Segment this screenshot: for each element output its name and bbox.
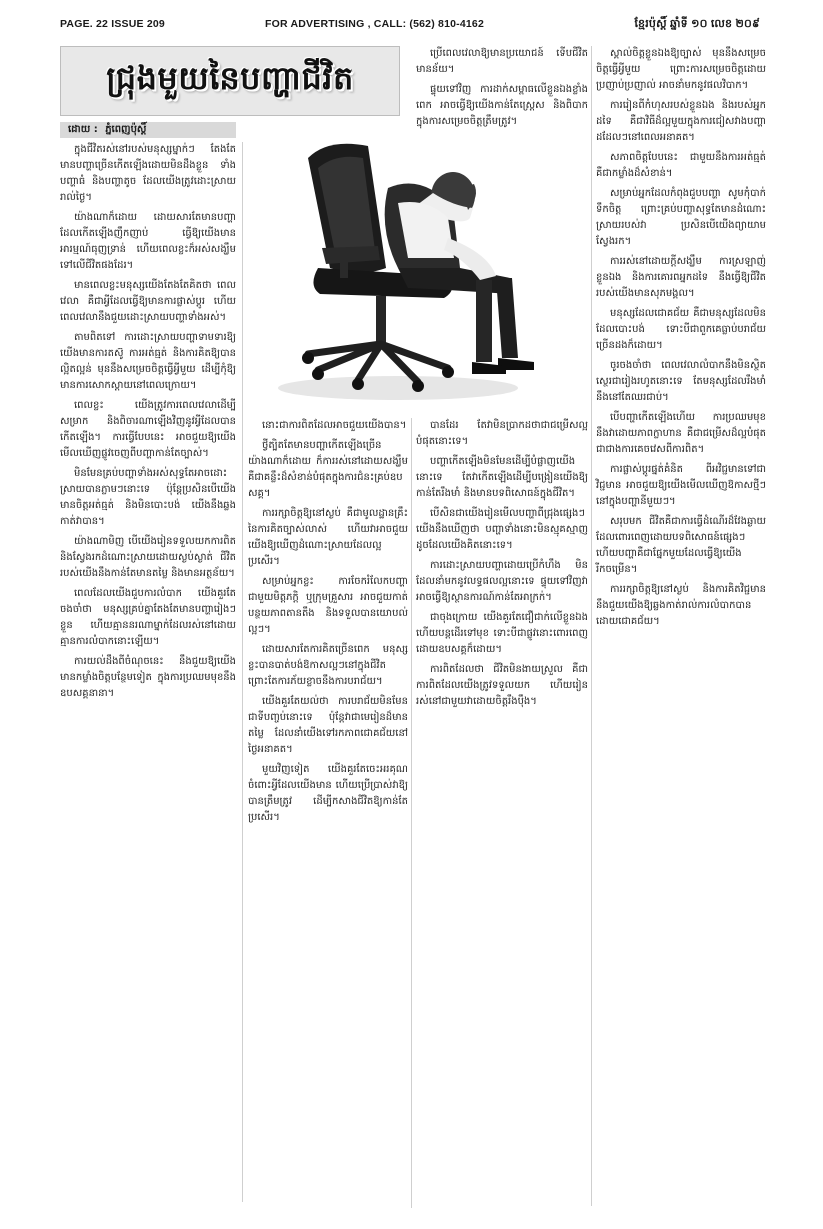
author-label: ដោយ : <box>68 124 98 135</box>
paragraph: ប្រើពេលវេលាឱ្យមានប្រយោជន៍ ទើបជីវិតមានន័យ។ <box>416 48 588 75</box>
paragraph: ដោយសារតែការគិតច្រើនពេក មនុស្សខ្លះបានបាត់បង់ឱកាសល្អៗនៅក្នុងជីវិត ព្រោះតែការភ័យខ្លាចនឹងការបរាជ័យ។ <box>248 644 408 687</box>
author-name: ភ្នំពេញប៉ុស្តិ៍ <box>105 124 147 135</box>
paragraph: យ៉ាងណាមិញ បើយើងរៀនទទួលយកការពិត និងស្វែងរកដំណោះស្រាយដោយស្ងប់ស្ងាត់ ជីវិតរបស់យើងនឹងកាន់តែមានតម្លៃ និងមានអត្ថន័យ។ <box>60 536 236 579</box>
paragraph: នោះជាការពិតដែលអាចជួយយើងបាន។ <box>262 420 407 431</box>
paragraph: ស្គាល់ចិត្តខ្លួនឯងឱ្យច្បាស់ មុននឹងសម្រេចចិត្តធ្វើអ្វីមួយ ព្រោះការសម្រេចចិត្តដោយប្រញាប់ប្រញាល់ អាចនាំមកនូវផលវិបាក។ <box>596 48 766 91</box>
paragraph: តាមពិតទៅ ការដោះស្រាយបញ្ហាទាមទារឱ្យយើងមានការតស៊ូ ការអត់ធ្មត់ និងការគិតឱ្យបានល្អិតល្អន់ មុននឹងសម្រេចចិត្តធ្វើអ្វីមួយ ដើម្បីកុំឱ្យមានការសោកស្តាយនៅពេលក្រោយ។ <box>60 332 236 391</box>
paragraph: បានដែរ តែវាមិនប្រាកដថាជាជម្រើសល្អបំផុតនោះទេ។ <box>416 420 588 447</box>
article-title: ជ្រុងមួយនៃបញ្ហាជីវិត <box>106 58 354 97</box>
page-issue: PAGE. 22 ISSUE 209 <box>60 18 165 30</box>
article-column-3-top <box>416 46 588 127</box>
author-byline <box>60 122 236 138</box>
paragraph: ការដោះស្រាយបញ្ហាដោយប្រើកំហឹង មិនដែលនាំមកនូវលទ្ធផលល្អនោះទេ ផ្ទុយទៅវិញវាអាចធ្វើឱ្យស្ថានការណ៍កាន់តែអាក្រក់។ <box>416 560 588 603</box>
column-divider <box>591 46 592 1206</box>
paragraph: ពេលខ្លះ យើងត្រូវការពេលវេលាដើម្បីសម្រាក និងពិចារណាឡើងវិញនូវអ្វីដែលបានកើតឡើង។ ការធ្វើបែបនេះ អាចជួយឱ្យយើងមើលឃើញផ្លូវចេញពីបញ្ហាកាន់តែច្បាស់។ <box>60 400 236 459</box>
paragraph: ការរស់នៅដោយក្តីសង្ឃឹម ការស្រឡាញ់ខ្លួនឯង និងការគោរពអ្នកដទៃ នឹងធ្វើឱ្យជីវិតរបស់យើងមានសុភមង្គល។ <box>596 256 766 299</box>
paragraph: ការរៀនពីកំហុសរបស់ខ្លួនឯង និងរបស់អ្នកដទៃ គឺជាវិធីដ៏ល្អមួយក្នុងការជៀសវាងបញ្ហាដដែលៗនៅពេលអនាគត។ <box>596 100 766 143</box>
paragraph: សរុបមក ជីវិតគឺជាការធ្វើដំណើរដ៏វែងឆ្ងាយ ដែលពោរពេញដោយបទពិសោធន៍ផ្សេងៗ ហើយបញ្ហាគឺជាផ្នែកមួយដែលធ្វើឱ្យយើងរីកចម្រើន។ <box>596 516 766 575</box>
paragraph: មានពេលខ្លះមនុស្សយើងតែងតែគិតថា ពេលវេលា គឺជាអ្វីដែលធ្វើឱ្យមានការផ្លាស់ប្តូរ ហើយពេលវេលានឹងជួយដោះស្រាយបញ្ហាទាំងអស់។ <box>60 280 236 323</box>
paragraph: បើបញ្ហាកើតឡើងហើយ ការប្រឈមមុខនឹងវាដោយភាពក្លាហាន គឺជាជម្រើសដ៏ល្អបំផុត ជាជាងការគេចវេសពីការពិត។ <box>596 412 766 455</box>
page-header <box>60 18 760 34</box>
paragraph: មនុស្សដែលជោគជ័យ គឺជាមនុស្សដែលមិនដែលបោះបង់ ទោះបីជាពួកគេធ្លាប់បរាជ័យច្រើនដងក៏ដោយ។ <box>596 308 766 351</box>
masthead-date: ខ្មែរប៉ុស្តិ៍ ឆ្នាំទី ១០ លេខ ២០៩ <box>634 18 760 30</box>
paragraph: ថ្វីត្បិតតែមានបញ្ហាកើតឡើងច្រើនយ៉ាងណាក៏ដោយ ក៏ការរស់នៅដោយសង្ឃឹមគឺជាគន្លឹះដ៏សំខាន់បំផុតក្នុងការជំនះគ្រប់ឧបសគ្គ។ <box>248 440 408 499</box>
paragraph: សភាពចិត្តបែបនេះ ជាមួយនឹងការអត់ធ្មត់ គឺជាកម្លាំងដ៏សំខាន់។ <box>596 152 766 179</box>
article-column-2-bottom <box>248 418 408 1208</box>
paragraph: ការផ្លាស់ប្តូរផ្នត់គំនិត ពីអវិជ្ជមានទៅជាវិជ្ជមាន អាចជួយឱ្យយើងមើលឃើញឱកាសថ្មីៗនៅក្នុងបញ្ហានីមួយៗ។ <box>596 464 766 507</box>
paragraph: សម្រាប់អ្នកខ្លះ ការចែករំលែកបញ្ហាជាមួយមិត្តភក្តិ ឬក្រុមគ្រួសារ អាចជួយកាត់បន្ថយភាពតានតឹង និងទទួលបានយោបល់ល្អៗ។ <box>248 576 408 635</box>
paragraph: មិនមែនគ្រប់បញ្ហាទាំងអស់សុទ្ធតែអាចដោះស្រាយបានភ្លាមៗនោះទេ ប៉ុន្តែប្រសិនបើយើងមានចិត្តអត់ធ្មត់ និងមិនបោះបង់ យើងនឹងឆ្លងកាត់វាបាន។ <box>60 468 236 527</box>
column-divider <box>411 418 412 1208</box>
column-divider <box>242 142 243 1202</box>
paragraph: ការពិតដែលថា ជីវិតមិនងាយស្រួល គឺជាការពិតដែលយើងត្រូវទទួលយក ហើយរៀនរស់នៅជាមួយវាដោយចិត្តរឹងប៉ឹង។ <box>416 664 588 707</box>
article-title-box <box>60 46 400 116</box>
advertising-contact: FOR ADVERTISING , CALL: (562) 810-4162 <box>265 18 485 30</box>
paragraph: សម្រាប់អ្នកដែលកំពុងជួបបញ្ហា សូមកុំបាក់ទឹកចិត្ត ព្រោះគ្រប់បញ្ហាសុទ្ធតែមានដំណោះស្រាយរបស់វា ប្រសិនបើយើងព្យាយាមស្វែងរក។ <box>596 188 766 247</box>
article-column-1 <box>60 142 236 1202</box>
paragraph: មួយវិញទៀត យើងគួរតែចេះអរគុណចំពោះអ្វីដែលយើងមាន ហើយប្រើប្រាស់វាឱ្យបានត្រឹមត្រូវ ដើម្បីកសាងជីវិតឱ្យកាន់តែប្រសើរ។ <box>248 764 408 823</box>
paragraph: ផ្ទុយទៅវិញ ការដាក់សម្ពាធលើខ្លួនឯងខ្លាំងពេក អាចធ្វើឱ្យយើងកាន់តែស្ត្រេស និងពិបាកក្នុងការសម្រេចចិត្តត្រឹមត្រូវ។ <box>416 84 588 127</box>
paragraph: ការរក្សាចិត្តឱ្យនៅស្ងប់ គឺជាមូលដ្ឋានគ្រឹះនៃការគិតច្បាស់លាស់ ហើយវាអាចជួយយើងឱ្យឃើញដំណោះស្រាយដែលល្អប្រសើរ។ <box>248 508 408 567</box>
paragraph: ពេលដែលយើងជួបការលំបាក យើងគួរតែចងចាំថា មនុស្សគ្រប់គ្នាតែងតែមានបញ្ហារៀងៗខ្លួន ហើយគ្មាននរណាម្នាក់ដែលរស់នៅដោយគ្មានការលំបាកនោះឡើយ។ <box>60 588 236 647</box>
paragraph: បញ្ហាកើតឡើងមិនមែនដើម្បីបំផ្លាញយើងនោះទេ តែវាកើតឡើងដើម្បីបង្រៀនយើងឱ្យកាន់តែរឹងមាំ និងមានបទពិសោធន៍ក្នុងជីវិត។ <box>416 456 588 499</box>
stressed-man-icon <box>248 118 588 410</box>
paragraph: ក្នុងជីវិតរស់នៅរបស់មនុស្សម្នាក់ៗ តែងតែមានបញ្ហាច្រើនកើតឡើងដោយមិនដឹងខ្លួន ទាំងបញ្ហាធំ និងបញ្ហាតូច ដែលយើងត្រូវដោះស្រាយរាល់ថ្ងៃ។ <box>60 144 236 203</box>
stressed-man-chair-photo <box>248 118 588 410</box>
paragraph: ការយល់ដឹងពីចំណុចនេះ នឹងជួយឱ្យយើងមានកម្លាំងចិត្តបន្ថែមទៀត ក្នុងការប្រឈមមុខនឹងឧបសគ្គនានា។ <box>60 656 236 699</box>
article-column-4 <box>596 46 766 1206</box>
paragraph: ចូរចងចាំថា ពេលវេលាលំបាកនឹងមិនស្ថិតស្ថេរជារៀងរហូតនោះទេ តែមនុស្សដែលរឹងមាំនឹងនៅតែឈរជាប់។ <box>596 360 766 403</box>
paragraph: ជាចុងក្រោយ យើងគួរតែជឿជាក់លើខ្លួនឯង ហើយបន្តដើរទៅមុខ ទោះបីជាផ្លូវនោះពោរពេញដោយឧបសគ្គក៏ដោយ។ <box>416 612 588 655</box>
paragraph: យើងគួរតែយល់ថា ការបរាជ័យមិនមែនជាទីបញ្ចប់នោះទេ ប៉ុន្តែវាជាមេរៀនដ៏មានតម្លៃ ដែលនាំយើងទៅរកភាពជោគជ័យនៅថ្ងៃអនាគត។ <box>248 696 408 755</box>
paragraph: បើសិនជាយើងរៀនមើលបញ្ហាពីជ្រុងផ្សេងៗ យើងនឹងឃើញថា បញ្ហាទាំងនោះមិនស្មុគស្មាញដូចដែលយើងគិតនោះទេ។ <box>416 508 588 551</box>
article-column-3-bottom <box>416 418 588 1208</box>
paragraph: យ៉ាងណាក៏ដោយ ដោយសារតែមានបញ្ហាដែលកើតឡើងញឹកញាប់ ធ្វើឱ្យយើងមានអារម្មណ៍ធុញទ្រាន់ ហើយពេលខ្លះក៏អស់សង្ឃឹមទៅលើជីវិតផងដែរ។ <box>60 212 236 271</box>
paragraph: ការរក្សាចិត្តឱ្យនៅស្ងប់ និងការគិតវិជ្ជមាន នឹងជួយយើងឱ្យឆ្លងកាត់រាល់ការលំបាកបានដោយជោគជ័យ។ <box>596 584 766 627</box>
